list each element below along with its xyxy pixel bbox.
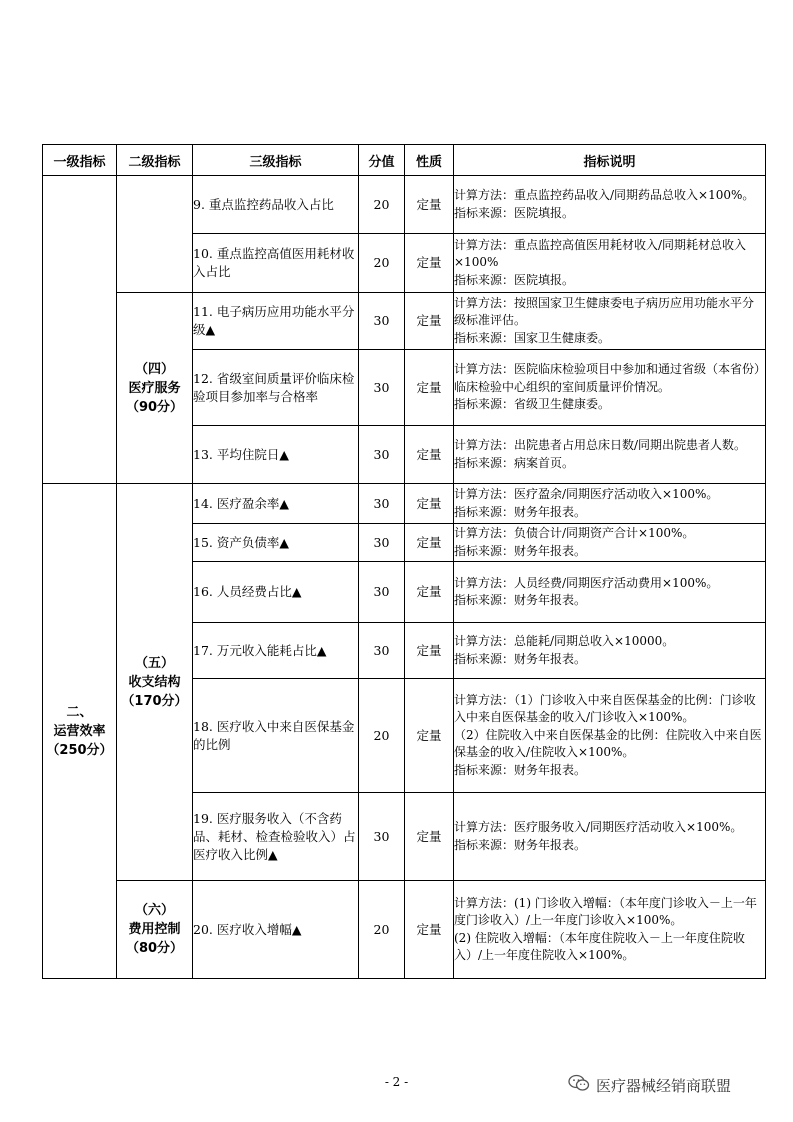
level2-group-4 xyxy=(117,293,193,484)
desc-line: 计算方法：(1) 门诊收入增幅：（本年度门诊收入－上一年度门诊收入）/上一年度门诊收入×100%。 xyxy=(454,895,757,927)
score-cell: 20 xyxy=(359,234,405,293)
desc-line: 指标来源：医院填报。 xyxy=(454,205,575,220)
desc-line: 计算方法：医院临床检验项目中参加和通过省级（本省份）临床检验中心组织的室间质量评价情况。 xyxy=(454,362,761,394)
description-cell xyxy=(454,793,766,881)
group4-score: （90分） xyxy=(125,399,184,415)
type-cell: 定量 xyxy=(405,623,454,679)
score-cell: 30 xyxy=(359,793,405,881)
header-level1: 一级指标 xyxy=(43,145,117,176)
page-number: - 2 - xyxy=(384,1075,409,1089)
description-cell xyxy=(454,524,766,562)
group4-number: （四） xyxy=(134,361,174,377)
score-cell: 30 xyxy=(359,426,405,484)
description-cell xyxy=(454,350,766,426)
score-cell: 20 xyxy=(359,881,405,979)
header-level2: 二级指标 xyxy=(117,145,193,176)
level3-name: 10. 重点监控高值医用耗材收入占比 xyxy=(193,234,359,293)
desc-line: 指标来源：财务年报表。 xyxy=(454,543,587,558)
score-cell: 30 xyxy=(359,524,405,562)
level3-name: 9. 重点监控药品收入占比 xyxy=(193,176,359,234)
group6-number: （六） xyxy=(134,903,174,918)
description-cell xyxy=(454,623,766,679)
table-row xyxy=(43,881,766,979)
desc-line: 指标来源：病案首页。 xyxy=(454,455,575,470)
description-cell xyxy=(454,293,766,350)
level3-name: 14. 医疗盈余率▲ xyxy=(193,484,359,524)
header-type: 性质 xyxy=(405,145,454,176)
type-cell: 定量 xyxy=(405,484,454,524)
group6-title: 费用控制 xyxy=(128,922,181,937)
type-cell: 定量 xyxy=(405,524,454,562)
level3-name: 15. 资产负债率▲ xyxy=(193,524,359,562)
level3-name: 20. 医疗收入增幅▲ xyxy=(193,881,359,979)
header-description: 指标说明 xyxy=(454,145,766,176)
level3-name: 13. 平均住院日▲ xyxy=(193,426,359,484)
level1-empty-cell xyxy=(43,176,117,484)
level3-name: 19. 医疗服务收入（不含药品、耗材、检查检验收入）占医疗收入比例▲ xyxy=(193,793,359,881)
score-cell: 30 xyxy=(359,293,405,350)
level2-empty-cell xyxy=(117,176,193,293)
group2-score: （250分） xyxy=(46,742,113,758)
type-cell: 定量 xyxy=(405,426,454,484)
type-cell: 定量 xyxy=(405,562,454,623)
desc-line: 计算方法：出院患者占用总床日数/同期出院患者人数。 xyxy=(454,438,747,452)
description-cell xyxy=(454,881,766,979)
type-cell: 定量 xyxy=(405,881,454,979)
desc-line: 计算方法：重点监控药品收入/同期药品总收入×100%。 xyxy=(454,188,755,202)
group5-title: 收支结构 xyxy=(128,674,181,690)
table-row xyxy=(43,176,766,234)
desc-line: 计算方法：按照国家卫生健康委电子病历应用功能水平分级标准评估。 xyxy=(454,295,755,328)
level2-group-6 xyxy=(117,881,193,979)
header-row xyxy=(43,145,766,176)
wechat-icon xyxy=(568,1074,596,1096)
score-cell: 30 xyxy=(359,623,405,679)
level3-name: 12. 省级室间质量评价临床检验项目参加率与合格率 xyxy=(193,350,359,426)
header-score: 分值 xyxy=(359,145,405,176)
watermark-text: 医疗器械经销商联盟 xyxy=(596,1076,732,1095)
level3-name: 18. 医疗收入中来自医保基金的比例 xyxy=(193,679,359,793)
desc-line: 指标来源：医院填报。 xyxy=(454,272,575,287)
desc-line: （2）住院收入中来自医保基金的比例：住院收入中来自医保基金的收入/住院收入×100%。 xyxy=(454,727,762,760)
level2-group-5 xyxy=(117,484,193,881)
desc-line: 指标来源：国家卫生健康委。 xyxy=(454,330,611,345)
score-cell: 30 xyxy=(359,562,405,623)
score-cell: 30 xyxy=(359,350,405,426)
desc-line: 计算方法：重点监控高值医用耗材收入/同期耗材总收入×100% xyxy=(454,237,747,270)
group4-title: 医疗服务 xyxy=(128,380,181,396)
desc-line: 指标来源：财务年报表。 xyxy=(454,504,587,519)
type-cell: 定量 xyxy=(405,176,454,234)
group5-score: （170分） xyxy=(121,693,188,709)
description-cell xyxy=(454,426,766,484)
group6-score: （80分） xyxy=(125,941,184,956)
group2-title: 运营效率 xyxy=(53,723,106,739)
desc-line: 指标来源：省级卫生健康委。 xyxy=(454,397,611,412)
desc-line: 指标来源：财务年报表。 xyxy=(454,762,587,777)
indicator-table xyxy=(42,144,766,979)
description-cell xyxy=(454,176,766,234)
desc-line: 计算方法：人员经费/同期医疗活动费用×100%。 xyxy=(454,575,719,590)
desc-line: (2) 住院收入增幅：（本年度住院收入－上一年度住院收入）/上一年度住院收入×100%。 xyxy=(454,930,745,962)
desc-line: 指标来源：财务年报表。 xyxy=(454,651,587,666)
group5-number: （五） xyxy=(134,655,174,671)
desc-line: 计算方法：（1）门诊收入中来自医保基金的比例：门诊收入中来自医保基金的收入/门诊收入×100%。 xyxy=(454,692,756,725)
desc-line: 计算方法：医疗盈余/同期医疗活动收入×100%。 xyxy=(454,487,719,501)
type-cell: 定量 xyxy=(405,234,454,293)
score-cell: 20 xyxy=(359,176,405,234)
score-cell: 30 xyxy=(359,484,405,524)
type-cell: 定量 xyxy=(405,350,454,426)
group2-number: 二、 xyxy=(66,704,93,720)
type-cell: 定量 xyxy=(405,293,454,350)
desc-line: 计算方法：负债合计/同期资产合计×100%。 xyxy=(454,526,695,540)
score-cell: 20 xyxy=(359,679,405,793)
description-cell xyxy=(454,234,766,293)
desc-line: 指标来源：财务年报表。 xyxy=(454,593,587,607)
type-cell: 定量 xyxy=(405,679,454,793)
level3-name: 17. 万元收入能耗占比▲ xyxy=(193,623,359,679)
header-level3: 三级指标 xyxy=(193,145,359,176)
desc-line: 计算方法：总能耗/同期总收入×10000。 xyxy=(454,634,675,648)
level3-name: 11. 电子病历应用功能水平分级▲ xyxy=(193,293,359,350)
table-row xyxy=(43,293,766,350)
type-cell: 定量 xyxy=(405,793,454,881)
description-cell xyxy=(454,484,766,524)
desc-line: 指标来源：财务年报表。 xyxy=(454,837,587,852)
watermark xyxy=(568,1074,731,1096)
description-cell xyxy=(454,679,766,793)
desc-line: 计算方法：医疗服务收入/同期医疗活动收入×100%。 xyxy=(454,820,743,834)
level3-name: 16. 人员经费占比▲ xyxy=(193,562,359,623)
level1-group-2 xyxy=(43,484,117,979)
table-row xyxy=(43,484,766,524)
description-cell xyxy=(454,562,766,623)
